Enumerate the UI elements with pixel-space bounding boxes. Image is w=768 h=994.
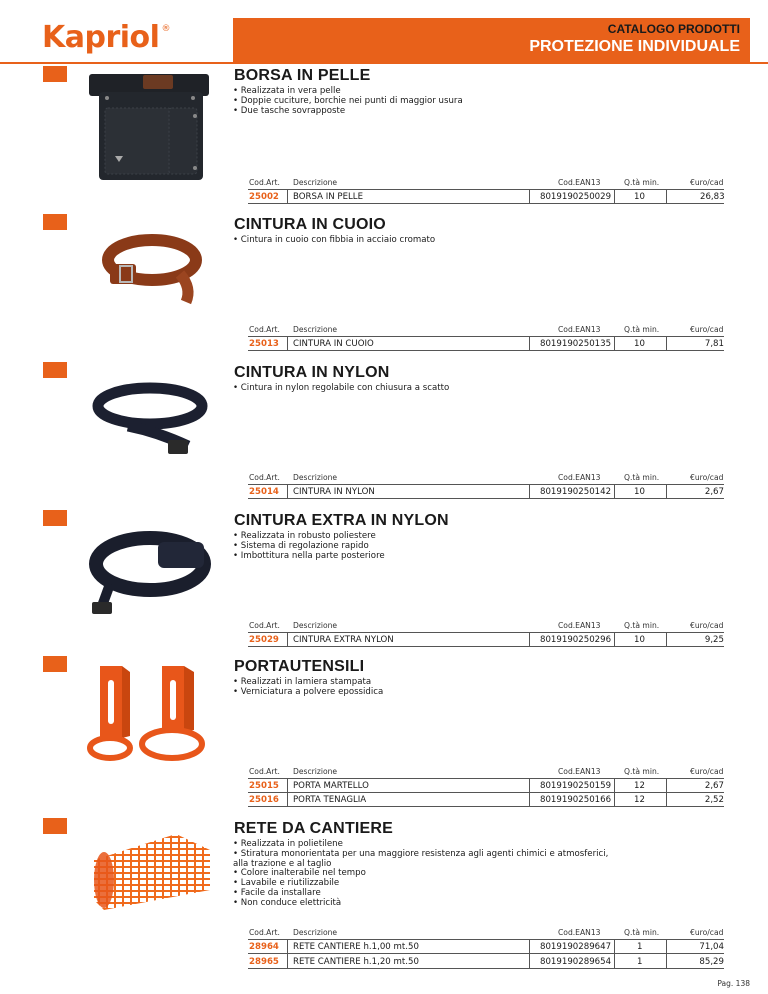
column-divider: [666, 189, 667, 203]
table-rule: [248, 953, 724, 954]
feature-list: [233, 532, 703, 561]
column-header-code: Cod.Art.: [249, 928, 280, 937]
feature-item: • Realizzata in robusto poliestere: [233, 531, 376, 541]
section-marker: [43, 656, 67, 672]
unit-price: 85,29: [699, 957, 724, 967]
unit-price: 26,83: [700, 192, 725, 202]
article-code: 25013: [249, 339, 279, 349]
min-quantity: 10: [634, 487, 645, 497]
column-divider: [529, 939, 530, 968]
column-divider: [614, 939, 615, 968]
column-header-price: €uro/cad: [690, 928, 724, 937]
feature-item: • Realizzati in lamiera stampata: [233, 677, 372, 687]
ean-code: 8019190250296: [540, 635, 612, 645]
column-header-qty: Q.tà min.: [624, 178, 660, 187]
column-divider: [666, 336, 667, 350]
column-header-description: Descrizione: [293, 767, 338, 776]
section-marker: [43, 818, 67, 834]
column-header-code: Cod.Art.: [249, 621, 280, 630]
leather-belt-image: [100, 232, 204, 306]
section-marker: [43, 66, 67, 82]
column-header-price: €uro/cad: [690, 473, 724, 482]
header-divider: [0, 62, 768, 64]
column-divider: [287, 632, 288, 646]
product-description: PORTA MARTELLO: [293, 781, 369, 791]
article-code: 25016: [249, 795, 279, 805]
article-code: 25014: [249, 487, 279, 497]
feature-list: [233, 384, 703, 394]
column-divider: [614, 336, 615, 350]
column-divider: [529, 632, 530, 646]
column-header-price: €uro/cad: [690, 621, 724, 630]
ean-code: 8019190289654: [540, 957, 612, 967]
article-code: 25015: [249, 781, 279, 791]
column-divider: [614, 632, 615, 646]
column-header-qty: Q.tà min.: [624, 767, 660, 776]
section-title: RETE DA CANTIERE: [234, 820, 394, 837]
column-header-code: Cod.Art.: [249, 767, 280, 776]
column-divider: [287, 939, 288, 968]
ean-code: 8019190250159: [540, 781, 612, 791]
column-divider: [666, 632, 667, 646]
table-rule: [248, 778, 724, 779]
column-header-description: Descrizione: [293, 325, 338, 334]
column-divider: [529, 336, 530, 350]
column-header-ean: Cod.EAN13: [558, 767, 601, 776]
section-title: BORSA IN PELLE: [234, 67, 371, 84]
table-rule: [248, 646, 724, 647]
kapriol-logo: Kapriol ®: [42, 20, 170, 55]
tool-holders-image: [80, 660, 212, 770]
safety-net-image: [90, 830, 214, 912]
feature-item: alla trazione e al taglio: [233, 858, 332, 869]
feature-item: • Verniciatura a polvere epossidica: [233, 686, 384, 697]
column-header-price: €uro/cad: [690, 178, 724, 187]
ean-code: 8019190250029: [540, 192, 612, 202]
min-quantity: 10: [634, 192, 645, 202]
section-title: CINTURA IN CUOIO: [234, 216, 386, 233]
column-header-ean: Cod.EAN13: [558, 621, 601, 630]
column-divider: [529, 484, 530, 498]
column-header-code: Cod.Art.: [249, 473, 280, 482]
product-description: PORTA TENAGLIA: [293, 795, 367, 805]
column-divider: [529, 189, 530, 203]
product-description: CINTURA EXTRA NYLON: [293, 635, 394, 645]
product-description: CINTURA IN CUOIO: [293, 339, 374, 349]
min-quantity: 12: [634, 781, 645, 791]
column-header-description: Descrizione: [293, 928, 338, 937]
feature-list: [233, 236, 703, 246]
column-header-code: Cod.Art.: [249, 325, 280, 334]
table-rule: [248, 203, 724, 204]
min-quantity: 1: [637, 957, 643, 967]
column-divider: [614, 189, 615, 203]
feature-list: [233, 840, 703, 909]
column-divider: [287, 484, 288, 498]
column-header-price: €uro/cad: [690, 767, 724, 776]
article-code: 25002: [249, 192, 279, 202]
feature-item: • Colore inalterabile nel tempo: [233, 868, 366, 879]
column-header-price: €uro/cad: [690, 325, 724, 334]
leather-pouch-image: [85, 72, 213, 184]
column-header-ean: Cod.EAN13: [558, 928, 601, 937]
feature-item: • Due tasche sovrapposte: [233, 105, 346, 116]
article-code: 28964: [249, 942, 279, 952]
unit-price: 7,81: [704, 339, 724, 349]
section-title: PORTAUTENSILI: [234, 658, 365, 675]
category-title: PROTEZIONE INDIVIDUALE: [529, 38, 740, 55]
column-header-qty: Q.tà min.: [624, 928, 660, 937]
product-description: RETE CANTIERE h.1,20 mt.50: [293, 957, 419, 967]
column-divider: [614, 778, 615, 806]
ean-code: 8019190250135: [540, 339, 612, 349]
column-divider: [666, 484, 667, 498]
column-header-qty: Q.tà min.: [624, 325, 660, 334]
unit-price: 2,67: [704, 781, 724, 791]
min-quantity: 10: [634, 339, 645, 349]
column-divider: [287, 778, 288, 806]
section-title: CINTURA IN NYLON: [234, 364, 390, 381]
article-code: 25029: [249, 635, 279, 645]
ean-code: 8019190250142: [540, 487, 612, 497]
table-rule: [248, 498, 724, 499]
section-marker: [43, 362, 67, 378]
table-rule: [248, 632, 724, 633]
unit-price: 2,52: [704, 795, 724, 805]
table-rule: [248, 806, 724, 807]
feature-item: • Sistema di regolazione rapido: [233, 540, 369, 551]
extra-nylon-belt-image: [88, 520, 214, 620]
header-banner: [233, 18, 750, 62]
min-quantity: 12: [634, 795, 645, 805]
feature-item: • Imbottitura nella parte posteriore: [233, 550, 385, 561]
column-divider: [666, 778, 667, 806]
feature-item: • Facile da installare: [233, 887, 321, 898]
column-header-qty: Q.tà min.: [624, 473, 660, 482]
article-code: 28965: [249, 957, 279, 967]
column-header-code: Cod.Art.: [249, 178, 280, 187]
nylon-belt-image: [90, 380, 214, 460]
section-title: CINTURA EXTRA IN NYLON: [234, 512, 449, 529]
table-rule: [248, 968, 724, 969]
min-quantity: 1: [637, 942, 643, 952]
unit-price: 71,04: [699, 942, 724, 952]
column-divider: [287, 336, 288, 350]
table-rule: [248, 350, 724, 351]
catalog-label: CATALOGO PRODOTTI: [607, 22, 740, 36]
table-rule: [248, 939, 724, 940]
table-rule: [248, 189, 724, 190]
unit-price: 2,67: [704, 487, 724, 497]
ean-code: 8019190289647: [540, 942, 612, 952]
page-number: Pag. 138: [717, 979, 750, 988]
section-marker: [43, 510, 67, 526]
product-description: BORSA IN PELLE: [293, 192, 364, 202]
section-marker: [43, 214, 67, 230]
feature-item: • Realizzata in polietilene: [233, 839, 343, 849]
column-header-ean: Cod.EAN13: [558, 325, 601, 334]
column-header-description: Descrizione: [293, 621, 338, 630]
column-divider: [287, 189, 288, 203]
column-header-qty: Q.tà min.: [624, 621, 660, 630]
product-description: CINTURA IN NYLON: [293, 487, 375, 497]
column-divider: [529, 778, 530, 806]
column-header-ean: Cod.EAN13: [558, 473, 601, 482]
min-quantity: 10: [634, 635, 645, 645]
feature-list: [233, 678, 703, 698]
feature-item: • Stiratura monorientata per una maggiore resistenza agli agenti chimici e atmosferici,: [233, 848, 609, 859]
feature-list: [233, 87, 703, 116]
table-rule: [248, 792, 724, 793]
ean-code: 8019190250166: [540, 795, 612, 805]
feature-item: • Cintura in cuoio con fibbia in acciaio cromato: [233, 235, 436, 245]
feature-item: • Realizzata in vera pelle: [233, 86, 341, 96]
table-rule: [248, 484, 724, 485]
unit-price: 9,25: [704, 635, 724, 645]
feature-item: • Doppie cuciture, borchie nei punti di maggior usura: [233, 95, 463, 106]
feature-item: • Non conduce elettricità: [233, 897, 342, 908]
feature-item: • Cintura in nylon regolabile con chiusura a scatto: [233, 383, 450, 393]
table-rule: [248, 336, 724, 337]
column-header-description: Descrizione: [293, 473, 338, 482]
product-description: RETE CANTIERE h.1,00 mt.50: [293, 942, 419, 952]
column-divider: [614, 484, 615, 498]
column-header-ean: Cod.EAN13: [558, 178, 601, 187]
column-header-description: Descrizione: [293, 178, 338, 187]
column-divider: [666, 939, 667, 968]
feature-item: • Lavabile e riutilizzabile: [233, 878, 340, 889]
